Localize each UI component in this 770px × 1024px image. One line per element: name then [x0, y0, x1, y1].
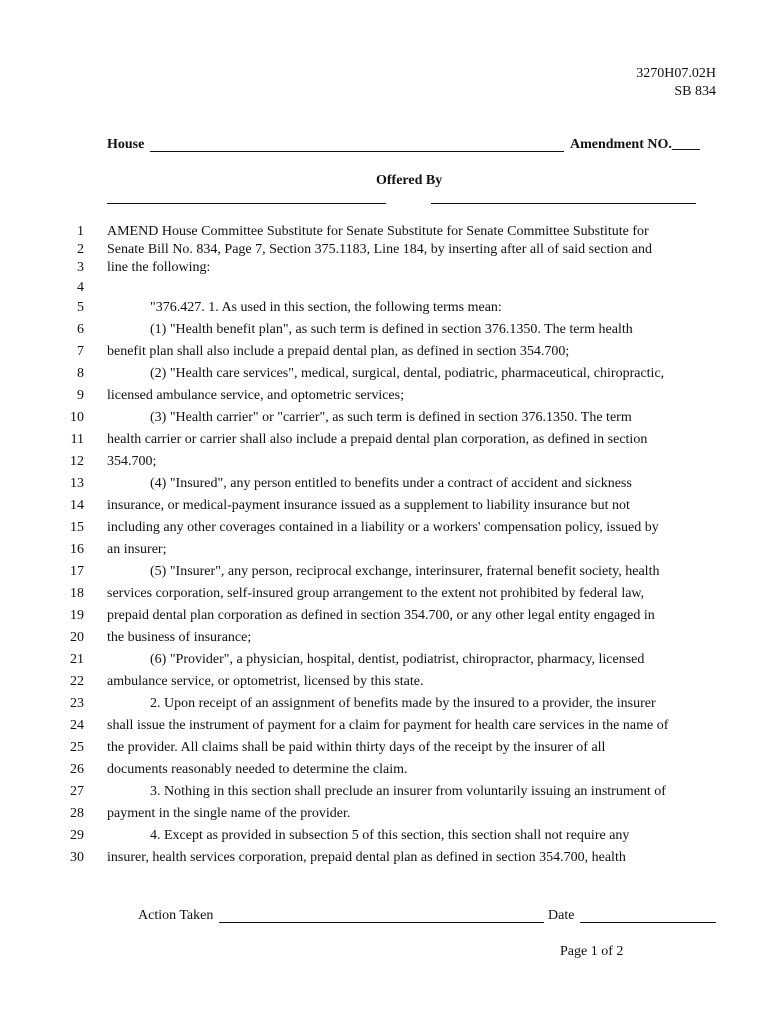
line-text: line the following:	[107, 260, 211, 275]
body-line	[0, 388, 770, 408]
line-number: 15	[70, 520, 84, 535]
body-line	[0, 608, 770, 628]
line-text: prepaid dental plan corporation as defined in section 354.700, or any other legal entity engaged in	[107, 608, 655, 623]
body-line	[0, 432, 770, 452]
line-number: 1	[77, 224, 84, 239]
line-text: (4) "Insured", any person entitled to benefits under a contract of accident and sickness	[150, 476, 632, 491]
line-number: 12	[70, 454, 84, 469]
body-line	[0, 784, 770, 804]
line-text: shall issue the instrument of payment for a claim for payment for health care services in the name of	[107, 718, 669, 733]
line-text: "376.427. 1. As used in this section, the following terms mean:	[150, 300, 502, 315]
body-line	[0, 652, 770, 672]
line-text: benefit plan shall also include a prepaid dental plan, as defined in section 354.700;	[107, 344, 570, 359]
line-text: insurance, or medical-payment insurance issued as a supplement to liability insurance but not	[107, 498, 630, 513]
line-number: 22	[70, 674, 84, 689]
offered-by-blank-line-right	[431, 203, 696, 204]
line-number: 2	[77, 242, 84, 257]
line-number: 30	[70, 850, 84, 865]
line-number: 8	[77, 366, 84, 381]
line-text: including any other coverages contained in a liability or a workers' compensation policy, issued by	[107, 520, 659, 535]
action-taken-blank-line	[219, 922, 544, 923]
line-text: ambulance service, or optometrist, licensed by this state.	[107, 674, 424, 689]
line-text: Senate Bill No. 834, Page 7, Section 375.1183, Line 184, by inserting after all of said section and	[107, 242, 652, 257]
line-text: (1) "Health benefit plan", as such term is defined in section 376.1350. The term health	[150, 322, 633, 337]
line-text: licensed ambulance service, and optometric services;	[107, 388, 404, 403]
line-text: (3) "Health carrier" or "carrier", as such term is defined in section 376.1350. The term	[150, 410, 632, 425]
line-text: documents reasonably needed to determine the claim.	[107, 762, 408, 777]
line-number: 16	[70, 542, 84, 557]
line-number: 13	[70, 476, 84, 491]
body-line	[0, 300, 770, 320]
action-taken-label: Action Taken	[138, 908, 214, 923]
line-text: (6) "Provider", a physician, hospital, dentist, podiatrist, chiropractor, pharmacy, licensed	[150, 652, 645, 667]
line-number: 25	[70, 740, 84, 755]
body-line	[0, 806, 770, 826]
line-text: health carrier or carrier shall also include a prepaid dental plan corporation, as defined in section	[107, 432, 648, 447]
body-line	[0, 366, 770, 386]
date-label: Date	[548, 908, 575, 923]
line-number: 9	[77, 388, 84, 403]
body-line	[0, 224, 770, 244]
amendment-number-label: Amendment NO.____	[570, 137, 700, 152]
line-text: payment in the single name of the provider.	[107, 806, 351, 821]
line-number: 3	[77, 260, 84, 275]
body-line	[0, 586, 770, 606]
line-number: 6	[77, 322, 84, 337]
body-line	[0, 322, 770, 342]
line-number: 29	[70, 828, 84, 843]
body-line	[0, 454, 770, 474]
page-number: Page 1 of 2	[560, 944, 624, 959]
line-number: 20	[70, 630, 84, 645]
body-line	[0, 344, 770, 364]
line-number: 28	[70, 806, 84, 821]
line-text: 354.700;	[107, 454, 157, 469]
line-text: insurer, health services corporation, prepaid dental plan as defined in section 354.700, health	[107, 850, 626, 865]
body-line	[0, 280, 770, 300]
body-line	[0, 696, 770, 716]
line-text: (2) "Health care services", medical, surgical, dental, podiatric, pharmaceutical, chiropractic,	[150, 366, 665, 381]
house-blank-line	[150, 151, 564, 152]
line-number: 10	[70, 410, 84, 425]
body-line	[0, 476, 770, 496]
line-number: 24	[70, 718, 84, 733]
body-line	[0, 718, 770, 738]
body-line	[0, 828, 770, 848]
body-line	[0, 564, 770, 584]
line-number: 17	[70, 564, 84, 579]
body-line	[0, 260, 770, 280]
line-text: the provider. All claims shall be paid within thirty days of the receipt by the insurer of all	[107, 740, 606, 755]
line-number: 7	[77, 344, 84, 359]
line-number: 26	[70, 762, 84, 777]
line-number: 4	[77, 280, 84, 295]
line-number: 27	[70, 784, 84, 799]
body-line	[0, 630, 770, 650]
line-text: AMEND House Committee Substitute for Senate Substitute for Senate Committee Substitute for	[107, 224, 649, 239]
document-code: 3270H07.02H	[636, 66, 716, 81]
bill-number: SB 834	[674, 84, 716, 99]
body-line	[0, 542, 770, 562]
body-line	[0, 242, 770, 262]
body-line	[0, 674, 770, 694]
line-number: 18	[70, 586, 84, 601]
line-text: 3. Nothing in this section shall preclude an insurer from voluntarily issuing an instrument of	[150, 784, 666, 799]
line-text: 2. Upon receipt of an assignment of benefits made by the insured to a provider, the insurer	[150, 696, 656, 711]
body-line	[0, 520, 770, 540]
house-label: House	[107, 137, 145, 152]
line-text: services corporation, self-insured group arrangement to the extent not prohibited by federal law,	[107, 586, 645, 601]
body-line	[0, 498, 770, 518]
line-number: 23	[70, 696, 84, 711]
line-number: 19	[70, 608, 84, 623]
line-number: 14	[70, 498, 84, 513]
offered-by-label: Offered By	[376, 173, 443, 188]
body-line	[0, 762, 770, 782]
line-text: (5) "Insurer", any person, reciprocal exchange, interinsurer, fraternal benefit society, health	[150, 564, 660, 579]
offered-by-blank-line-left	[107, 203, 386, 204]
line-text: the business of insurance;	[107, 630, 252, 645]
line-number: 5	[77, 300, 84, 315]
body-line	[0, 740, 770, 760]
date-blank-line	[580, 922, 716, 923]
body-line	[0, 850, 770, 870]
line-number: 21	[70, 652, 84, 667]
line-text: an insurer;	[107, 542, 167, 557]
line-text: 4. Except as provided in subsection 5 of this section, this section shall not require any	[150, 828, 630, 843]
line-number: 11	[70, 432, 84, 447]
body-line	[0, 410, 770, 430]
